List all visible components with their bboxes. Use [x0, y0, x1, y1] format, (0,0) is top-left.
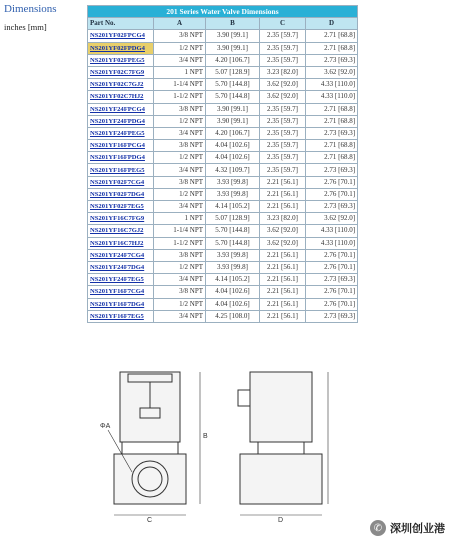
table-row	[88, 213, 358, 225]
cell-d: 2.76 [70.1]	[306, 176, 358, 188]
table-row	[88, 249, 358, 261]
cell-part-no	[88, 30, 154, 42]
cell-b: 3.93 [99.8]	[206, 249, 260, 261]
cell-d: 2.73 [69.3]	[306, 201, 358, 213]
cell-a: 1/2 NPT	[154, 188, 206, 200]
cell-a: 1-1/2 NPT	[154, 91, 206, 103]
cell-b: 4.32 [109.7]	[206, 164, 260, 176]
cell-a: 1/2 NPT	[154, 298, 206, 310]
cell-part-no	[88, 152, 154, 164]
cell-c: 3.62 [92.0]	[260, 225, 306, 237]
cell-part-no	[88, 103, 154, 115]
part-number-link[interactable]: NS201YF02C7HJ2	[90, 93, 144, 101]
part-number-link[interactable]: NS201YF16C7GJ2	[90, 227, 144, 235]
label-d: D	[278, 517, 284, 524]
cell-b: 3.93 [99.8]	[206, 176, 260, 188]
cell-c: 2.35 [59.7]	[260, 103, 306, 115]
cell-c: 2.35 [59.7]	[260, 164, 306, 176]
cell-d: 2.71 [68.8]	[306, 140, 358, 152]
cell-a: 3/4 NPT	[154, 310, 206, 322]
table-row	[88, 30, 358, 42]
part-number-link[interactable]: NS201YF16FPDG4	[90, 154, 145, 162]
brand-text: 深圳创业港	[390, 522, 445, 535]
cell-a: 1-1/4 NPT	[154, 79, 206, 91]
table-row	[88, 298, 358, 310]
cell-a: 3/4 NPT	[154, 54, 206, 66]
cell-c: 2.35 [59.7]	[260, 152, 306, 164]
table-row	[88, 91, 358, 103]
cell-a: 1 NPT	[154, 213, 206, 225]
part-number-link[interactable]: NS201YF24FPCG4	[90, 105, 145, 113]
units-label: inches [mm]	[4, 22, 47, 32]
label-phi-a: ΦA	[100, 423, 111, 430]
cell-a: 3/8 NPT	[154, 103, 206, 115]
cell-part-no	[88, 54, 154, 66]
dimensions-table	[87, 5, 358, 323]
cell-part-no	[88, 164, 154, 176]
cell-part-no	[88, 66, 154, 78]
cell-part-no	[88, 42, 154, 54]
label-b: B	[203, 433, 208, 440]
cell-c: 2.35 [59.7]	[260, 140, 306, 152]
cell-b: 3.90 [99.1]	[206, 42, 260, 54]
cell-b: 3.90 [99.1]	[206, 103, 260, 115]
cell-c: 2.21 [56.1]	[260, 249, 306, 261]
cell-a: 3/4 NPT	[154, 274, 206, 286]
cell-d: 4.33 [110.0]	[306, 79, 358, 91]
cell-c: 2.35 [59.7]	[260, 30, 306, 42]
cell-part-no	[88, 140, 154, 152]
part-number-link[interactable]: NS201YF02F7EG5	[90, 203, 144, 211]
part-number-link[interactable]: NS201YF24F7CG4	[90, 251, 145, 259]
cell-d: 4.33 [110.0]	[306, 91, 358, 103]
part-number-link[interactable]: NS201YF16FPCG4	[90, 142, 145, 150]
cell-d: 2.73 [69.3]	[306, 54, 358, 66]
part-number-link[interactable]: NS201YF02C7GJ2	[90, 81, 144, 89]
cell-d: 2.71 [68.8]	[306, 30, 358, 42]
cell-part-no	[88, 91, 154, 103]
cell-a: 1/2 NPT	[154, 42, 206, 54]
header-a: A	[154, 18, 206, 30]
cell-b: 4.04 [102.6]	[206, 152, 260, 164]
cell-c: 3.62 [92.0]	[260, 237, 306, 249]
cell-b: 3.93 [99.8]	[206, 261, 260, 273]
part-number-link[interactable]: NS201YF02FPCG4	[90, 32, 145, 40]
part-number-link[interactable]: NS201YF24FPEG5	[90, 129, 145, 137]
table-row	[88, 176, 358, 188]
dimensions-title: Dimensions	[4, 3, 57, 15]
cell-a: 3/4 NPT	[154, 164, 206, 176]
valve-drawing	[100, 360, 360, 525]
cell-part-no	[88, 237, 154, 249]
cell-part-no	[88, 249, 154, 261]
cell-c: 2.21 [56.1]	[260, 298, 306, 310]
header-part-no: Part No.	[88, 18, 154, 30]
part-number-link[interactable]: NS201YF16F7DG4	[90, 300, 145, 308]
cell-part-no	[88, 310, 154, 322]
table-row	[88, 127, 358, 139]
cell-c: 2.35 [59.7]	[260, 115, 306, 127]
cell-b: 4.04 [102.6]	[206, 298, 260, 310]
cell-a: 1-1/2 NPT	[154, 237, 206, 249]
cell-a: 1 NPT	[154, 66, 206, 78]
cell-c: 3.23 [82.0]	[260, 66, 306, 78]
cell-part-no	[88, 274, 154, 286]
cell-d: 2.76 [70.1]	[306, 298, 358, 310]
cell-part-no	[88, 188, 154, 200]
cell-d: 2.71 [68.8]	[306, 115, 358, 127]
table-row	[88, 54, 358, 66]
cell-part-no	[88, 261, 154, 273]
part-number-link[interactable]: NS201YF02FPDG4	[90, 44, 145, 52]
part-number-link[interactable]: NS201YF24FPDG4	[90, 117, 145, 125]
cell-b: 5.70 [144.8]	[206, 237, 260, 249]
cell-d: 2.73 [69.3]	[306, 164, 358, 176]
cell-b: 5.70 [144.8]	[206, 225, 260, 237]
part-number-link[interactable]: NS201YF02C7FG9	[90, 69, 145, 77]
table-row	[88, 115, 358, 127]
cell-c: 2.21 [56.1]	[260, 274, 306, 286]
cell-part-no	[88, 286, 154, 298]
table-row	[88, 286, 358, 298]
cell-c: 2.21 [56.1]	[260, 261, 306, 273]
table-row	[88, 140, 358, 152]
cell-part-no	[88, 79, 154, 91]
cell-a: 3/4 NPT	[154, 201, 206, 213]
cell-a: 3/4 NPT	[154, 127, 206, 139]
table-caption-row	[88, 6, 358, 18]
part-number-link[interactable]: NS201YF16F7CG4	[90, 288, 145, 296]
part-number-link[interactable]: NS201YF02F7CG4	[90, 178, 145, 186]
cell-d: 2.73 [69.3]	[306, 274, 358, 286]
cell-part-no	[88, 213, 154, 225]
cell-b: 5.07 [128.9]	[206, 213, 260, 225]
cell-part-no	[88, 176, 154, 188]
table-row	[88, 310, 358, 322]
cell-d: 2.76 [70.1]	[306, 261, 358, 273]
part-number-link[interactable]: NS201YF02FPEG5	[90, 56, 145, 64]
cell-d: 2.71 [68.8]	[306, 152, 358, 164]
cell-c: 2.21 [56.1]	[260, 176, 306, 188]
part-number-link[interactable]: NS201YF24F7DG4	[90, 264, 145, 272]
cell-b: 3.90 [99.1]	[206, 30, 260, 42]
cell-d: 2.76 [70.1]	[306, 188, 358, 200]
wechat-icon: ✆	[370, 520, 386, 536]
table-row	[88, 66, 358, 78]
cell-b: 5.70 [144.8]	[206, 91, 260, 103]
part-number-link[interactable]: NS201YF02F7DG4	[90, 190, 145, 198]
cell-a: 1/2 NPT	[154, 261, 206, 273]
cell-b: 4.20 [106.7]	[206, 54, 260, 66]
label-c: C	[147, 517, 153, 524]
cell-a: 1-1/4 NPT	[154, 225, 206, 237]
table-row	[88, 237, 358, 249]
cell-d: 2.71 [68.8]	[306, 103, 358, 115]
cell-a: 3/8 NPT	[154, 249, 206, 261]
table-row	[88, 188, 358, 200]
cell-c: 3.23 [82.0]	[260, 213, 306, 225]
cell-d: 2.73 [69.3]	[306, 127, 358, 139]
brand-watermark	[370, 520, 445, 536]
part-number-link[interactable]: NS201YF16F7EG5	[90, 312, 144, 320]
cell-b: 5.07 [128.9]	[206, 66, 260, 78]
cell-part-no	[88, 115, 154, 127]
cell-d: 3.62 [92.0]	[306, 213, 358, 225]
cell-b: 4.14 [105.2]	[206, 201, 260, 213]
table-row	[88, 103, 358, 115]
cell-c: 3.62 [92.0]	[260, 79, 306, 91]
cell-c: 2.35 [59.7]	[260, 42, 306, 54]
cell-c: 2.21 [56.1]	[260, 310, 306, 322]
header-c: C	[260, 18, 306, 30]
cell-a: 1/2 NPT	[154, 152, 206, 164]
cell-c: 2.35 [59.7]	[260, 54, 306, 66]
cell-b: 4.04 [102.6]	[206, 140, 260, 152]
header-b: B	[206, 18, 260, 30]
table-row	[88, 225, 358, 237]
cell-d: 2.76 [70.1]	[306, 249, 358, 261]
table-caption: 201 Series Water Valve Dimensions	[88, 6, 358, 18]
cell-d: 2.76 [70.1]	[306, 286, 358, 298]
cell-d: 4.33 [110.0]	[306, 225, 358, 237]
cell-c: 2.35 [59.7]	[260, 127, 306, 139]
cell-d: 2.71 [68.8]	[306, 42, 358, 54]
cell-b: 4.20 [106.7]	[206, 127, 260, 139]
table-row	[88, 201, 358, 213]
cell-b: 3.93 [99.8]	[206, 188, 260, 200]
table-row	[88, 42, 358, 54]
cell-a: 3/8 NPT	[154, 286, 206, 298]
cell-b: 4.25 [108.0]	[206, 310, 260, 322]
cell-b: 3.90 [99.1]	[206, 115, 260, 127]
part-number-link[interactable]: NS201YF16FPEG5	[90, 166, 145, 174]
part-number-link[interactable]: NS201YF16C7FG9	[90, 215, 145, 223]
cell-a: 3/8 NPT	[154, 140, 206, 152]
cell-c: 2.21 [56.1]	[260, 188, 306, 200]
cell-d: 2.73 [69.3]	[306, 310, 358, 322]
part-number-link[interactable]: NS201YF24F7EG5	[90, 276, 144, 284]
table-row	[88, 79, 358, 91]
cell-a: 3/8 NPT	[154, 30, 206, 42]
cell-part-no	[88, 201, 154, 213]
table-row	[88, 261, 358, 273]
cell-c: 3.62 [92.0]	[260, 91, 306, 103]
cell-a: 3/8 NPT	[154, 176, 206, 188]
table-row	[88, 152, 358, 164]
cell-part-no	[88, 298, 154, 310]
cell-d: 4.33 [110.0]	[306, 237, 358, 249]
table-header-row	[88, 18, 358, 30]
table-row	[88, 164, 358, 176]
header-d: D	[306, 18, 358, 30]
cell-part-no	[88, 225, 154, 237]
cell-b: 4.14 [105.2]	[206, 274, 260, 286]
part-number-link[interactable]: NS201YF16C7HJ2	[90, 239, 144, 247]
cell-c: 2.21 [56.1]	[260, 201, 306, 213]
cell-d: 3.62 [92.0]	[306, 66, 358, 78]
table-row	[88, 274, 358, 286]
cell-b: 5.70 [144.8]	[206, 79, 260, 91]
cell-part-no	[88, 127, 154, 139]
cell-c: 2.21 [56.1]	[260, 286, 306, 298]
cell-a: 1/2 NPT	[154, 115, 206, 127]
cell-b: 4.04 [102.6]	[206, 286, 260, 298]
